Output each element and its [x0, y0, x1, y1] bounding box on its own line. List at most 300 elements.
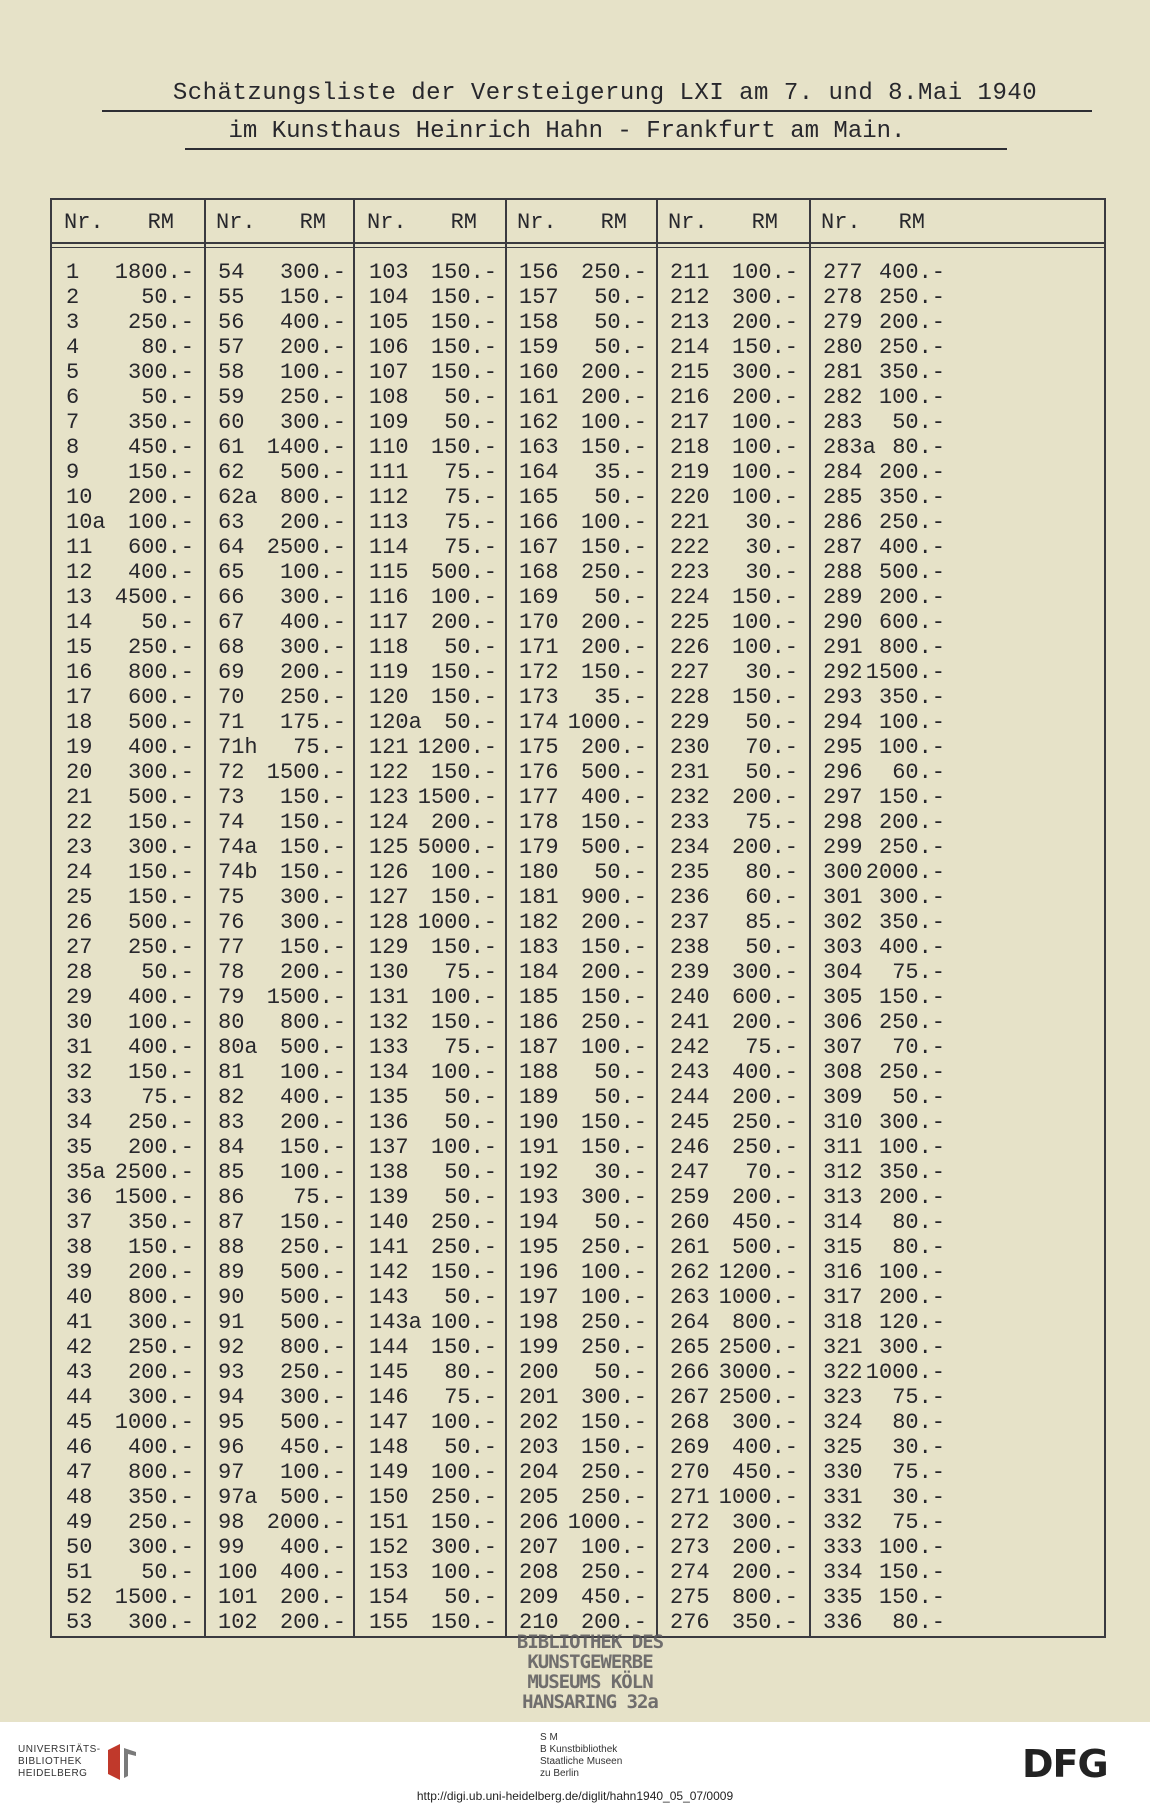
- table-row: [809, 1260, 955, 1285]
- lot-number: 56: [218, 310, 245, 335]
- estimate-value: 400.-: [279, 310, 346, 335]
- estimate-value: 150.-: [878, 785, 945, 810]
- estimate-value: 2000.-: [865, 860, 945, 885]
- table-row: [505, 310, 657, 335]
- estimate-value: 300.-: [127, 1310, 194, 1335]
- table-row: [505, 485, 657, 510]
- table-row: [505, 1035, 657, 1060]
- table-row: [505, 960, 657, 985]
- lot-number: 173: [519, 685, 559, 710]
- lot-number: 84: [218, 1135, 245, 1160]
- lot-number: 116: [369, 585, 409, 610]
- lot-number: 302: [823, 910, 863, 935]
- estimate-value: 35.-: [594, 460, 647, 485]
- lot-number: 285: [823, 485, 863, 510]
- lot-number: 126: [369, 860, 409, 885]
- lot-number: 324: [823, 1410, 863, 1435]
- table-row: [52, 1410, 204, 1435]
- estimate-value: 100.-: [580, 410, 647, 435]
- lot-number: 132: [369, 1010, 409, 1035]
- lot-number: 93: [218, 1360, 245, 1385]
- table-row: [204, 685, 356, 710]
- table-row: [355, 285, 507, 310]
- estimate-value: 1500.-: [114, 1185, 194, 1210]
- lot-number: 112: [369, 485, 409, 510]
- estimate-value: 250.-: [127, 935, 194, 960]
- header-nr: Nr.: [821, 210, 861, 235]
- table-row: [505, 935, 657, 960]
- lot-number: 313: [823, 1185, 863, 1210]
- lot-number: 212: [670, 285, 710, 310]
- estimate-value: 85.-: [745, 910, 798, 935]
- table-row: [52, 1035, 204, 1060]
- estimate-value: 400.-: [279, 1085, 346, 1110]
- lot-number: 303: [823, 935, 863, 960]
- estimate-value: 1200.-: [718, 1260, 798, 1285]
- lot-number: 333: [823, 1535, 863, 1560]
- table-row: [809, 960, 955, 985]
- table-row: [505, 1310, 657, 1335]
- header-rm: RM: [751, 210, 778, 235]
- lot-number: 120: [369, 685, 409, 710]
- table-row: [204, 710, 356, 735]
- estimate-value: 150.-: [430, 935, 497, 960]
- table-row: [355, 685, 507, 710]
- estimate-value: 1000.-: [567, 710, 647, 735]
- estimate-value: 200.-: [279, 1610, 346, 1635]
- header-nr: Nr.: [668, 210, 708, 235]
- table-row: [505, 260, 657, 285]
- lot-number: 287: [823, 535, 863, 560]
- lot-number: 316: [823, 1260, 863, 1285]
- lot-number: 224: [670, 585, 710, 610]
- table-row: [355, 1410, 507, 1435]
- column-header: [505, 210, 657, 236]
- table-row: [505, 1385, 657, 1410]
- estimate-value: 1500.-: [417, 785, 497, 810]
- table-row: [656, 1535, 808, 1560]
- table-row: [809, 1560, 955, 1585]
- estimate-value: 200.-: [279, 1585, 346, 1610]
- lot-number: 122: [369, 760, 409, 785]
- estimate-value: 100.-: [430, 1135, 497, 1160]
- lot-number: 2: [66, 285, 80, 310]
- estimate-value: 75.-: [444, 960, 497, 985]
- lot-number: 26: [66, 910, 93, 935]
- table-row: [809, 785, 955, 810]
- table-row: [505, 1510, 657, 1535]
- table-row: [656, 1335, 808, 1360]
- lot-number: 265: [670, 1335, 710, 1360]
- estimate-value: 250.-: [580, 1560, 647, 1585]
- table-row: [52, 660, 204, 685]
- estimate-value: 600.-: [731, 985, 798, 1010]
- table-row: [52, 585, 204, 610]
- estimate-value: 250.-: [127, 1335, 194, 1360]
- table-row: [505, 535, 657, 560]
- estimate-value: 150.-: [127, 1235, 194, 1260]
- lot-number: 290: [823, 610, 863, 635]
- lot-number: 23: [66, 835, 93, 860]
- estimate-value: 250.-: [279, 1360, 346, 1385]
- lot-number: 59: [218, 385, 245, 410]
- estimate-value: 1000.-: [865, 1360, 945, 1385]
- estimate-value: 800.-: [878, 635, 945, 660]
- lot-number: 111: [369, 460, 409, 485]
- lot-number: 196: [519, 1260, 559, 1285]
- lot-number: 222: [670, 535, 710, 560]
- table-row: [52, 1510, 204, 1535]
- table-row: [52, 510, 204, 535]
- estimate-value: 400.-: [279, 1560, 346, 1585]
- table-row: [204, 1135, 356, 1160]
- estimate-value: 800.-: [731, 1310, 798, 1335]
- table-row: [52, 1185, 204, 1210]
- table-row: [204, 985, 356, 1010]
- table-row: [204, 285, 356, 310]
- estimate-value: 50.-: [444, 1085, 497, 1110]
- lot-number: 123: [369, 785, 409, 810]
- lot-number: 22: [66, 810, 93, 835]
- table-row: [52, 635, 204, 660]
- table-row: [52, 1535, 204, 1560]
- estimate-value: 300.-: [580, 1385, 647, 1410]
- table-row: [505, 835, 657, 860]
- estimate-value: 800.-: [279, 1335, 346, 1360]
- lot-number: 202: [519, 1410, 559, 1435]
- estimate-value: 100.-: [580, 1035, 647, 1060]
- lot-number: 293: [823, 685, 863, 710]
- estimate-value: 50.-: [594, 585, 647, 610]
- lot-number: 143a: [369, 1310, 422, 1335]
- estimate-value: 100.-: [731, 460, 798, 485]
- estimate-value: 100.-: [430, 985, 497, 1010]
- estimate-value: 300.-: [279, 885, 346, 910]
- estimate-value: 500.-: [279, 1410, 346, 1435]
- lot-number: 295: [823, 735, 863, 760]
- estimate-value: 50.-: [594, 1085, 647, 1110]
- lot-number: 216: [670, 385, 710, 410]
- lot-number: 240: [670, 985, 710, 1010]
- table-row: [505, 335, 657, 360]
- table-row: [656, 1560, 808, 1585]
- estimate-value: 250.-: [279, 1235, 346, 1260]
- estimate-value: 70.-: [745, 735, 798, 760]
- lot-number: 120a: [369, 710, 422, 735]
- lot-number: 176: [519, 760, 559, 785]
- estimate-value: 300.-: [580, 1185, 647, 1210]
- estimate-value: 400.-: [878, 935, 945, 960]
- estimate-value: 250.-: [731, 1135, 798, 1160]
- lot-number: 18: [66, 710, 93, 735]
- estimate-value: 400.-: [127, 1435, 194, 1460]
- lot-number: 231: [670, 760, 710, 785]
- estimate-value: 150.-: [430, 435, 497, 460]
- lot-number: 317: [823, 1285, 863, 1310]
- lot-number: 158: [519, 310, 559, 335]
- lot-number: 91: [218, 1310, 245, 1335]
- table-row: [355, 1035, 507, 1060]
- lot-number: 113: [369, 510, 409, 535]
- table-row: [204, 885, 356, 910]
- estimate-value: 200.-: [430, 810, 497, 835]
- table-row: [204, 1235, 356, 1260]
- table-row: [52, 810, 204, 835]
- table-row: [505, 510, 657, 535]
- table-row: [809, 810, 955, 835]
- estimate-value: 800.-: [279, 1010, 346, 1035]
- lot-number: 45: [66, 1410, 93, 1435]
- table-row: [204, 585, 356, 610]
- table-row: [204, 360, 356, 385]
- lot-number: 244: [670, 1085, 710, 1110]
- lot-number: 239: [670, 960, 710, 985]
- table-row: [204, 1035, 356, 1060]
- estimate-value: 100.-: [731, 435, 798, 460]
- table-row: [204, 310, 356, 335]
- table-row: [204, 1585, 356, 1610]
- table-row: [355, 985, 507, 1010]
- lot-number: 190: [519, 1110, 559, 1135]
- estimate-value: 150.-: [127, 885, 194, 910]
- lot-number: 99: [218, 1535, 245, 1560]
- estimate-value: 120.-: [878, 1310, 945, 1335]
- table-row: [656, 535, 808, 560]
- estimate-value: 200.-: [878, 1185, 945, 1210]
- estimate-value: 150.-: [430, 1010, 497, 1035]
- table-row: [656, 660, 808, 685]
- estimate-value: 400.-: [279, 610, 346, 635]
- lot-number: 282: [823, 385, 863, 410]
- table-row: [809, 1185, 955, 1210]
- estimate-value: 50.-: [594, 485, 647, 510]
- estimate-value: 150.-: [430, 260, 497, 285]
- estimate-value: 350.-: [127, 1210, 194, 1235]
- estimate-value: 150.-: [279, 810, 346, 835]
- estimate-value: 400.-: [127, 1035, 194, 1060]
- lot-number: 217: [670, 410, 710, 435]
- column-header: [809, 210, 955, 236]
- lot-number: 96: [218, 1435, 245, 1460]
- table-row: [355, 1110, 507, 1135]
- lot-number: 19: [66, 735, 93, 760]
- lot-number: 130: [369, 960, 409, 985]
- table-row: [204, 1360, 356, 1385]
- lot-number: 1: [66, 260, 80, 285]
- lot-number: 220: [670, 485, 710, 510]
- lot-number: 71h: [218, 735, 258, 760]
- table-row: [656, 560, 808, 585]
- column-header: [52, 210, 204, 236]
- table-row: [355, 335, 507, 360]
- table-row: [52, 1560, 204, 1585]
- header-nr: Nr.: [216, 210, 256, 235]
- table-row: [656, 1185, 808, 1210]
- table-row: [505, 1235, 657, 1260]
- lot-number: 207: [519, 1535, 559, 1560]
- table-row: [355, 1235, 507, 1260]
- table-row: [809, 310, 955, 335]
- lot-number: 115: [369, 560, 409, 585]
- estimate-value: 500.-: [279, 1310, 346, 1335]
- estimate-value: 80.-: [892, 1610, 945, 1635]
- table-row: [505, 1060, 657, 1085]
- table-row: [355, 610, 507, 635]
- estimate-value: 150.-: [430, 1335, 497, 1360]
- estimate-value: 100.-: [878, 385, 945, 410]
- table-row: [656, 435, 808, 460]
- lot-number: 63: [218, 510, 245, 535]
- lot-number: 232: [670, 785, 710, 810]
- lot-number: 3: [66, 310, 80, 335]
- column-rows: [505, 260, 657, 1635]
- lot-number: 263: [670, 1285, 710, 1310]
- lot-number: 80a: [218, 1035, 258, 1060]
- estimate-value: 100.-: [878, 735, 945, 760]
- table-row: [656, 1135, 808, 1160]
- lot-number: 286: [823, 510, 863, 535]
- table-row: [355, 485, 507, 510]
- table-row: [809, 1285, 955, 1310]
- table-row: [505, 560, 657, 585]
- estimate-value: 75.-: [444, 460, 497, 485]
- estimate-value: 300.-: [731, 360, 798, 385]
- lot-number: 272: [670, 1510, 710, 1535]
- table-row: [809, 1360, 955, 1385]
- table-row: [505, 1435, 657, 1460]
- lot-number: 161: [519, 385, 559, 410]
- lot-number: 314: [823, 1210, 863, 1235]
- estimate-value: 50.-: [892, 1085, 945, 1110]
- table-row: [505, 1260, 657, 1285]
- table-row: [355, 1460, 507, 1485]
- table-row: [355, 1535, 507, 1560]
- lot-number: 37: [66, 1210, 93, 1235]
- table-row: [809, 985, 955, 1010]
- lot-number: 135: [369, 1085, 409, 1110]
- estimate-value: 200.-: [580, 360, 647, 385]
- estimate-value: 150.-: [430, 1610, 497, 1635]
- table-row: [52, 1435, 204, 1460]
- lot-number: 236: [670, 885, 710, 910]
- table-row: [52, 1110, 204, 1135]
- estimate-value: 200.-: [127, 1135, 194, 1160]
- lot-number: 142: [369, 1260, 409, 1285]
- estimate-value: 50.-: [444, 710, 497, 735]
- table-row: [656, 1310, 808, 1335]
- header-nr: Nr.: [517, 210, 557, 235]
- lot-number: 226: [670, 635, 710, 660]
- column-rows: [656, 260, 808, 1635]
- table-row: [505, 385, 657, 410]
- table-row: [52, 285, 204, 310]
- lot-number: 9: [66, 460, 80, 485]
- table-row: [52, 1235, 204, 1260]
- estimate-value: 80.-: [745, 860, 798, 885]
- lot-number: 40: [66, 1285, 93, 1310]
- source-url[interactable]: http://digi.ub.uni-heidelberg.de/diglit/hahn1940_05_07/0009: [416, 1789, 734, 1803]
- lot-number: 53: [66, 1610, 93, 1635]
- estimate-value: 500.-: [279, 1485, 346, 1510]
- table-row: [355, 885, 507, 910]
- lot-number: 297: [823, 785, 863, 810]
- estimate-value: 400.-: [127, 985, 194, 1010]
- lot-number: 294: [823, 710, 863, 735]
- table-row: [809, 660, 955, 685]
- table-row: [505, 1335, 657, 1360]
- estimate-value: 1000.-: [567, 1510, 647, 1535]
- lot-number: 98: [218, 1510, 245, 1535]
- lot-number: 71: [218, 710, 245, 735]
- table-row: [204, 735, 356, 760]
- table-column: [204, 200, 356, 1636]
- lot-number: 110: [369, 435, 409, 460]
- uni-line: BIBLIOTHEK: [18, 1756, 82, 1767]
- column-rows: [204, 260, 356, 1635]
- lot-number: 336: [823, 1610, 863, 1635]
- table-row: [204, 410, 356, 435]
- table-row: [204, 1060, 356, 1085]
- estimate-value: 300.-: [878, 1335, 945, 1360]
- table-row: [355, 260, 507, 285]
- estimate-value: 200.-: [279, 660, 346, 685]
- lot-number: 97a: [218, 1485, 258, 1510]
- lot-number: 87: [218, 1210, 245, 1235]
- estimate-value: 50.-: [594, 1360, 647, 1385]
- estimate-value: 450.-: [580, 1585, 647, 1610]
- table-row: [505, 635, 657, 660]
- lot-number: 34: [66, 1110, 93, 1135]
- table-row: [52, 335, 204, 360]
- lot-number: 177: [519, 785, 559, 810]
- estimate-value: 500.-: [279, 1285, 346, 1310]
- estimate-value: 100.-: [878, 1135, 945, 1160]
- estimate-value: 200.-: [731, 1535, 798, 1560]
- table-row: [656, 1085, 808, 1110]
- lot-number: 284: [823, 460, 863, 485]
- lot-number: 8: [66, 435, 80, 460]
- table-row: [656, 510, 808, 535]
- table-row: [204, 1310, 356, 1335]
- lot-number: 35a: [66, 1160, 106, 1185]
- estimate-value: 500.-: [279, 1260, 346, 1285]
- estimate-value: 1000.-: [114, 1410, 194, 1435]
- table-row: [656, 835, 808, 860]
- estimate-value: 250.-: [430, 1235, 497, 1260]
- lot-number: 180: [519, 860, 559, 885]
- estimate-value: 250.-: [878, 335, 945, 360]
- lot-number: 266: [670, 1360, 710, 1385]
- table-row: [656, 1410, 808, 1435]
- footer-bar: [0, 1722, 1150, 1805]
- estimate-value: 600.-: [878, 610, 945, 635]
- lot-number: 83: [218, 1110, 245, 1135]
- estimate-value: 600.-: [127, 685, 194, 710]
- table-row: [52, 1285, 204, 1310]
- estimate-value: 800.-: [127, 1285, 194, 1310]
- estimate-value: 50.-: [745, 935, 798, 960]
- estimate-value: 250.-: [127, 310, 194, 335]
- table-row: [809, 935, 955, 960]
- lot-number: 54: [218, 260, 245, 285]
- lot-number: 144: [369, 1335, 409, 1360]
- estimate-value: 50.-: [444, 1160, 497, 1185]
- lot-number: 27: [66, 935, 93, 960]
- lot-number: 192: [519, 1160, 559, 1185]
- lot-number: 318: [823, 1310, 863, 1335]
- estimate-value: 200.-: [580, 910, 647, 935]
- lot-number: 74a: [218, 835, 258, 860]
